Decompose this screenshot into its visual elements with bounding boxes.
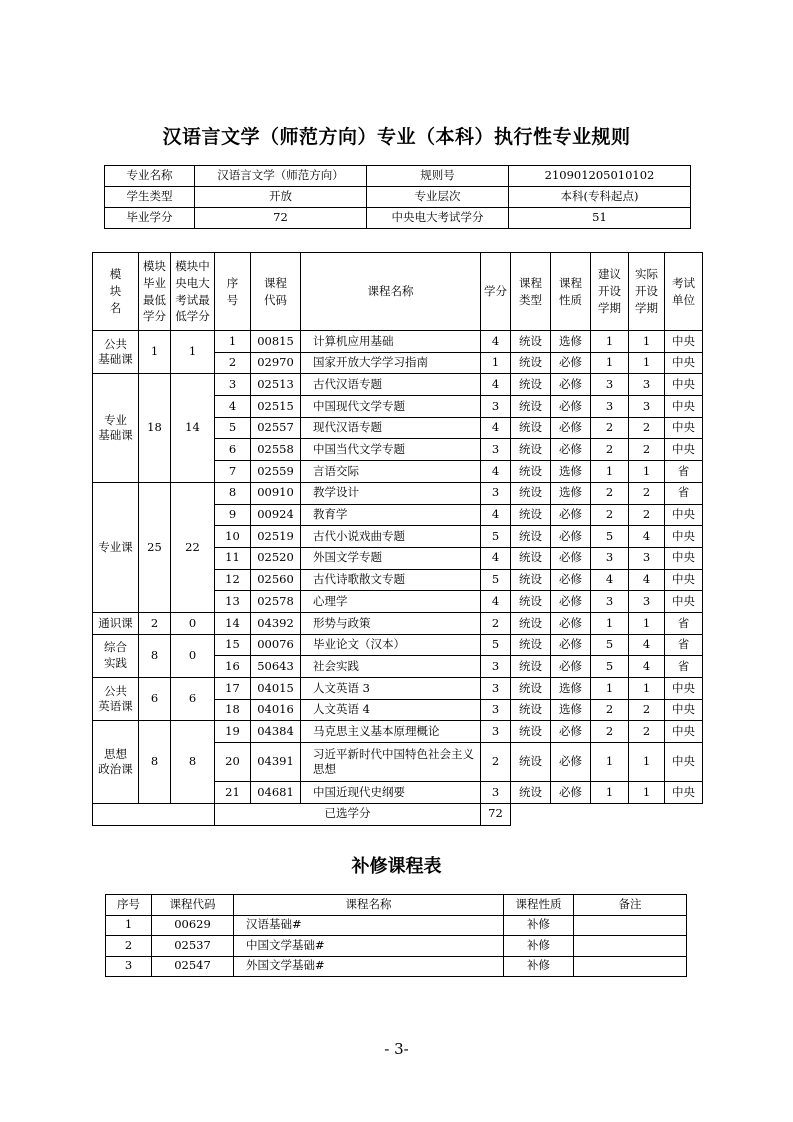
course-suggest-term: 3 <box>591 396 629 418</box>
course-seq: 12 <box>215 569 251 591</box>
course-code: 02970 <box>251 352 301 374</box>
course-row <box>93 634 703 656</box>
sup-name: 汉语基础# <box>234 915 504 936</box>
course-suggest-term: 5 <box>591 634 629 656</box>
course-seq: 21 <box>215 782 251 804</box>
module-name: 公共 英语课 <box>93 678 139 721</box>
info-value: 汉语言文学（师范方向） <box>195 166 367 187</box>
course-seq: 9 <box>215 504 251 526</box>
sup-code: 02547 <box>152 956 234 977</box>
course-row <box>93 331 703 353</box>
course-name: 心理学 <box>301 591 481 613</box>
course-actual-term: 4 <box>629 656 665 678</box>
course-seq: 15 <box>215 634 251 656</box>
course-exam-unit: 省 <box>665 612 703 634</box>
info-value: 72 <box>195 208 367 229</box>
course-nature: 必修 <box>551 569 591 591</box>
course-row <box>93 374 703 396</box>
course-actual-term: 2 <box>629 699 665 721</box>
course-credit: 4 <box>481 461 511 483</box>
course-nature: 必修 <box>551 591 591 613</box>
course-seq: 8 <box>215 482 251 504</box>
course-seq: 3 <box>215 374 251 396</box>
course-type: 统设 <box>511 678 551 700</box>
module-min-credits: 2 <box>139 612 171 634</box>
course-code: 02560 <box>251 569 301 591</box>
sup-remark <box>574 915 687 936</box>
sup-header-nature: 课程性质 <box>504 895 574 916</box>
sup-seq: 2 <box>106 936 152 957</box>
course-name: 中国现代文学专题 <box>301 396 481 418</box>
course-credit: 3 <box>481 482 511 504</box>
course-name: 外国文学专题 <box>301 547 481 569</box>
course-name: 中国近现代史纲要 <box>301 782 481 804</box>
course-type: 统设 <box>511 569 551 591</box>
header-exam-unit: 考试 单位 <box>665 253 703 331</box>
course-suggest-term: 3 <box>591 547 629 569</box>
header-row <box>93 253 703 331</box>
course-suggest-term: 2 <box>591 417 629 439</box>
sup-header-seq: 序号 <box>106 895 152 916</box>
course-name: 教育学 <box>301 504 481 526</box>
page-number: - 3- <box>384 1040 409 1058</box>
course-nature: 必修 <box>551 439 591 461</box>
course-name: 计算机应用基础 <box>301 331 481 353</box>
course-type: 统设 <box>511 743 551 782</box>
total-empty <box>511 803 703 825</box>
header-module: 模 块 名 <box>93 253 139 331</box>
sup-seq: 1 <box>106 915 152 936</box>
course-actual-term: 1 <box>629 331 665 353</box>
course-seq: 10 <box>215 526 251 548</box>
course-code: 02520 <box>251 547 301 569</box>
course-type: 统设 <box>511 656 551 678</box>
course-nature: 选修 <box>551 699 591 721</box>
course-row <box>93 482 703 504</box>
course-type: 统设 <box>511 396 551 418</box>
course-code: 00076 <box>251 634 301 656</box>
course-name: 马克思主义基本原理概论 <box>301 721 481 743</box>
course-seq: 2 <box>215 352 251 374</box>
course-seq: 11 <box>215 547 251 569</box>
course-code: 04384 <box>251 721 301 743</box>
course-type: 统设 <box>511 331 551 353</box>
course-suggest-term: 5 <box>591 526 629 548</box>
module-name: 专业 基础课 <box>93 374 139 482</box>
course-suggest-term: 3 <box>591 374 629 396</box>
course-seq: 5 <box>215 417 251 439</box>
course-type: 统设 <box>511 721 551 743</box>
module-exam-min-credits: 14 <box>171 374 215 482</box>
info-row <box>105 187 691 208</box>
header-nature: 课程 性质 <box>551 253 591 331</box>
sup-seq: 3 <box>106 956 152 977</box>
course-name: 古代诗歌散文专题 <box>301 569 481 591</box>
selected-credits-value: 72 <box>481 803 511 825</box>
module-min-credits: 25 <box>139 482 171 612</box>
course-row <box>93 612 703 634</box>
course-suggest-term: 1 <box>591 743 629 782</box>
course-nature: 选修 <box>551 461 591 483</box>
course-suggest-term: 3 <box>591 591 629 613</box>
sup-header-remark: 备注 <box>574 895 687 916</box>
course-nature: 必修 <box>551 743 591 782</box>
course-seq: 7 <box>215 461 251 483</box>
course-code: 00924 <box>251 504 301 526</box>
course-code: 02578 <box>251 591 301 613</box>
course-credit: 3 <box>481 699 511 721</box>
course-name: 教学设计 <box>301 482 481 504</box>
course-nature: 必修 <box>551 374 591 396</box>
sup-code: 02537 <box>152 936 234 957</box>
course-exam-unit: 省 <box>665 482 703 504</box>
course-credit: 5 <box>481 569 511 591</box>
module-min-credits: 1 <box>139 331 171 374</box>
course-code: 02515 <box>251 396 301 418</box>
course-type: 统设 <box>511 352 551 374</box>
sup-remark <box>574 956 687 977</box>
header-module-exam-min: 模块中 央电大 考试最 低学分 <box>171 253 215 331</box>
supplement-row <box>106 936 687 957</box>
course-type: 统设 <box>511 461 551 483</box>
course-code: 04015 <box>251 678 301 700</box>
course-seq: 20 <box>215 743 251 782</box>
course-actual-term: 3 <box>629 374 665 396</box>
sup-header-name: 课程名称 <box>234 895 504 916</box>
course-suggest-term: 2 <box>591 699 629 721</box>
course-actual-term: 4 <box>629 634 665 656</box>
header-credit: 学分 <box>481 253 511 331</box>
course-suggest-term: 1 <box>591 352 629 374</box>
course-suggest-term: 5 <box>591 656 629 678</box>
course-suggest-term: 2 <box>591 439 629 461</box>
course-seq: 1 <box>215 331 251 353</box>
course-exam-unit: 中央 <box>665 417 703 439</box>
course-code: 04681 <box>251 782 301 804</box>
sup-nature: 补修 <box>504 936 574 957</box>
course-credit: 2 <box>481 612 511 634</box>
course-credit: 3 <box>481 782 511 804</box>
course-name: 人文英语 4 <box>301 699 481 721</box>
course-row <box>93 721 703 743</box>
course-code: 02558 <box>251 439 301 461</box>
course-nature: 必修 <box>551 634 591 656</box>
module-name: 通识课 <box>93 612 139 634</box>
course-credit: 5 <box>481 526 511 548</box>
course-actual-term: 3 <box>629 396 665 418</box>
info-value: 开放 <box>195 187 367 208</box>
course-nature: 必修 <box>551 396 591 418</box>
course-actual-term: 2 <box>629 417 665 439</box>
course-exam-unit: 中央 <box>665 396 703 418</box>
course-seq: 19 <box>215 721 251 743</box>
course-seq: 14 <box>215 612 251 634</box>
course-nature: 选修 <box>551 482 591 504</box>
supplement-row <box>106 956 687 977</box>
course-name: 古代小说戏曲专题 <box>301 526 481 548</box>
course-rows <box>93 331 703 804</box>
course-suggest-term: 1 <box>591 612 629 634</box>
course-code: 02513 <box>251 374 301 396</box>
module-exam-min-credits: 6 <box>171 678 215 721</box>
module-min-credits: 8 <box>139 721 171 803</box>
sup-nature: 补修 <box>504 956 574 977</box>
course-nature: 选修 <box>551 678 591 700</box>
course-exam-unit: 中央 <box>665 591 703 613</box>
module-exam-min-credits: 1 <box>171 331 215 374</box>
info-label: 毕业学分 <box>105 208 195 229</box>
course-name: 人文英语 3 <box>301 678 481 700</box>
course-credit: 3 <box>481 678 511 700</box>
course-exam-unit: 中央 <box>665 569 703 591</box>
course-type: 统设 <box>511 699 551 721</box>
course-suggest-term: 2 <box>591 721 629 743</box>
supplement-title: 补修课程表 <box>351 856 442 877</box>
course-exam-unit: 省 <box>665 634 703 656</box>
course-type: 统设 <box>511 417 551 439</box>
course-suggest-term: 2 <box>591 504 629 526</box>
course-name: 国家开放大学学习指南 <box>301 352 481 374</box>
course-plan-table <box>92 252 703 826</box>
course-nature: 必修 <box>551 504 591 526</box>
course-actual-term: 1 <box>629 612 665 634</box>
course-code: 04391 <box>251 743 301 782</box>
course-credit: 4 <box>481 331 511 353</box>
total-blank <box>93 803 215 825</box>
sup-remark <box>574 936 687 957</box>
course-seq: 4 <box>215 396 251 418</box>
course-row <box>93 678 703 700</box>
header-course-type: 课程 类型 <box>511 253 551 331</box>
course-type: 统设 <box>511 439 551 461</box>
course-exam-unit: 中央 <box>665 721 703 743</box>
course-suggest-term: 1 <box>591 461 629 483</box>
course-code: 04016 <box>251 699 301 721</box>
course-type: 统设 <box>511 526 551 548</box>
course-code: 00815 <box>251 331 301 353</box>
info-value: 51 <box>509 208 691 229</box>
course-exam-unit: 中央 <box>665 331 703 353</box>
course-actual-term: 2 <box>629 482 665 504</box>
course-type: 统设 <box>511 504 551 526</box>
course-credit: 4 <box>481 417 511 439</box>
course-exam-unit: 中央 <box>665 374 703 396</box>
module-min-credits: 18 <box>139 374 171 482</box>
course-suggest-term: 1 <box>591 678 629 700</box>
module-exam-min-credits: 22 <box>171 482 215 612</box>
course-name: 习近平新时代中国特色社会主义思想 <box>301 743 481 782</box>
course-actual-term: 3 <box>629 547 665 569</box>
supplement-rows <box>106 915 687 977</box>
course-exam-unit: 省 <box>665 656 703 678</box>
course-exam-unit: 中央 <box>665 547 703 569</box>
header-code: 课程 代码 <box>251 253 301 331</box>
course-actual-term: 1 <box>629 743 665 782</box>
sup-name: 外国文学基础# <box>234 956 504 977</box>
course-type: 统设 <box>511 612 551 634</box>
module-name: 专业课 <box>93 482 139 612</box>
major-info-table <box>104 165 691 229</box>
header-seq: 序 号 <box>215 253 251 331</box>
sup-header-code: 课程代码 <box>152 895 234 916</box>
course-actual-term: 2 <box>629 439 665 461</box>
course-nature: 选修 <box>551 331 591 353</box>
course-nature: 必修 <box>551 721 591 743</box>
module-exam-min-credits: 0 <box>171 612 215 634</box>
module-name: 综合 实践 <box>93 634 139 677</box>
info-label: 规则号 <box>367 166 509 187</box>
course-exam-unit: 中央 <box>665 782 703 804</box>
course-suggest-term: 1 <box>591 782 629 804</box>
course-suggest-term: 4 <box>591 569 629 591</box>
course-type: 统设 <box>511 634 551 656</box>
course-actual-term: 3 <box>629 591 665 613</box>
sup-code: 00629 <box>152 915 234 936</box>
course-credit: 5 <box>481 634 511 656</box>
course-credit: 4 <box>481 504 511 526</box>
supplement-header-row <box>106 895 687 916</box>
course-name: 中国当代文学专题 <box>301 439 481 461</box>
course-code: 02519 <box>251 526 301 548</box>
course-credit: 3 <box>481 656 511 678</box>
course-nature: 必修 <box>551 526 591 548</box>
course-seq: 17 <box>215 678 251 700</box>
supplement-row <box>106 915 687 936</box>
course-credit: 3 <box>481 721 511 743</box>
course-credit: 4 <box>481 591 511 613</box>
header-actual-term: 实际 开设 学期 <box>629 253 665 331</box>
course-seq: 18 <box>215 699 251 721</box>
course-nature: 必修 <box>551 352 591 374</box>
course-nature: 必修 <box>551 417 591 439</box>
course-exam-unit: 省 <box>665 461 703 483</box>
course-nature: 必修 <box>551 656 591 678</box>
selected-credits-label: 已选学分 <box>215 803 481 825</box>
course-code: 00910 <box>251 482 301 504</box>
course-type: 统设 <box>511 547 551 569</box>
course-actual-term: 2 <box>629 721 665 743</box>
course-seq: 6 <box>215 439 251 461</box>
course-actual-term: 4 <box>629 569 665 591</box>
course-actual-term: 4 <box>629 526 665 548</box>
course-name: 现代汉语专题 <box>301 417 481 439</box>
module-exam-min-credits: 8 <box>171 721 215 803</box>
course-exam-unit: 中央 <box>665 504 703 526</box>
course-code: 04392 <box>251 612 301 634</box>
info-label: 学生类型 <box>105 187 195 208</box>
course-code: 02559 <box>251 461 301 483</box>
course-actual-term: 2 <box>629 504 665 526</box>
course-exam-unit: 中央 <box>665 743 703 782</box>
info-value: 本科(专科起点) <box>509 187 691 208</box>
course-nature: 必修 <box>551 612 591 634</box>
info-row <box>105 208 691 229</box>
header-suggest-term: 建议 开设 学期 <box>591 253 629 331</box>
course-credit: 1 <box>481 352 511 374</box>
course-name: 形势与政策 <box>301 612 481 634</box>
course-credit: 4 <box>481 547 511 569</box>
course-suggest-term: 2 <box>591 482 629 504</box>
course-name: 毕业论文（汉本） <box>301 634 481 656</box>
course-actual-term: 1 <box>629 678 665 700</box>
course-actual-term: 1 <box>629 461 665 483</box>
course-exam-unit: 中央 <box>665 439 703 461</box>
module-name: 公共 基础课 <box>93 331 139 374</box>
course-actual-term: 1 <box>629 782 665 804</box>
sup-name: 中国文学基础# <box>234 936 504 957</box>
module-min-credits: 8 <box>139 634 171 677</box>
course-suggest-term: 1 <box>591 331 629 353</box>
course-credit: 2 <box>481 743 511 782</box>
module-min-credits: 6 <box>139 678 171 721</box>
course-code: 02557 <box>251 417 301 439</box>
course-name: 古代汉语专题 <box>301 374 481 396</box>
sup-nature: 补修 <box>504 915 574 936</box>
course-credit: 3 <box>481 439 511 461</box>
course-nature: 必修 <box>551 547 591 569</box>
header-name: 课程名称 <box>301 253 481 331</box>
module-exam-min-credits: 0 <box>171 634 215 677</box>
header-module-min: 模块 毕业 最低 学分 <box>139 253 171 331</box>
module-name: 思想 政治课 <box>93 721 139 803</box>
course-exam-unit: 中央 <box>665 678 703 700</box>
course-name: 社会实践 <box>301 656 481 678</box>
course-exam-unit: 中央 <box>665 352 703 374</box>
course-type: 统设 <box>511 782 551 804</box>
course-code: 50643 <box>251 656 301 678</box>
course-type: 统设 <box>511 591 551 613</box>
course-type: 统设 <box>511 482 551 504</box>
course-credit: 4 <box>481 374 511 396</box>
info-row <box>105 166 691 187</box>
course-nature: 必修 <box>551 782 591 804</box>
course-seq: 16 <box>215 656 251 678</box>
supplement-table <box>105 894 687 977</box>
course-credit: 3 <box>481 396 511 418</box>
info-label: 专业层次 <box>367 187 509 208</box>
page-title: 汉语言文学（师范方向）专业（本科）执行性专业规则 <box>162 126 631 148</box>
course-seq: 13 <box>215 591 251 613</box>
total-row <box>93 803 703 825</box>
course-name: 言语交际 <box>301 461 481 483</box>
course-actual-term: 1 <box>629 352 665 374</box>
course-exam-unit: 中央 <box>665 526 703 548</box>
info-label: 专业名称 <box>105 166 195 187</box>
course-exam-unit: 中央 <box>665 699 703 721</box>
info-label: 中央电大考试学分 <box>367 208 509 229</box>
course-type: 统设 <box>511 374 551 396</box>
info-value: 210901205010102 <box>509 166 691 187</box>
